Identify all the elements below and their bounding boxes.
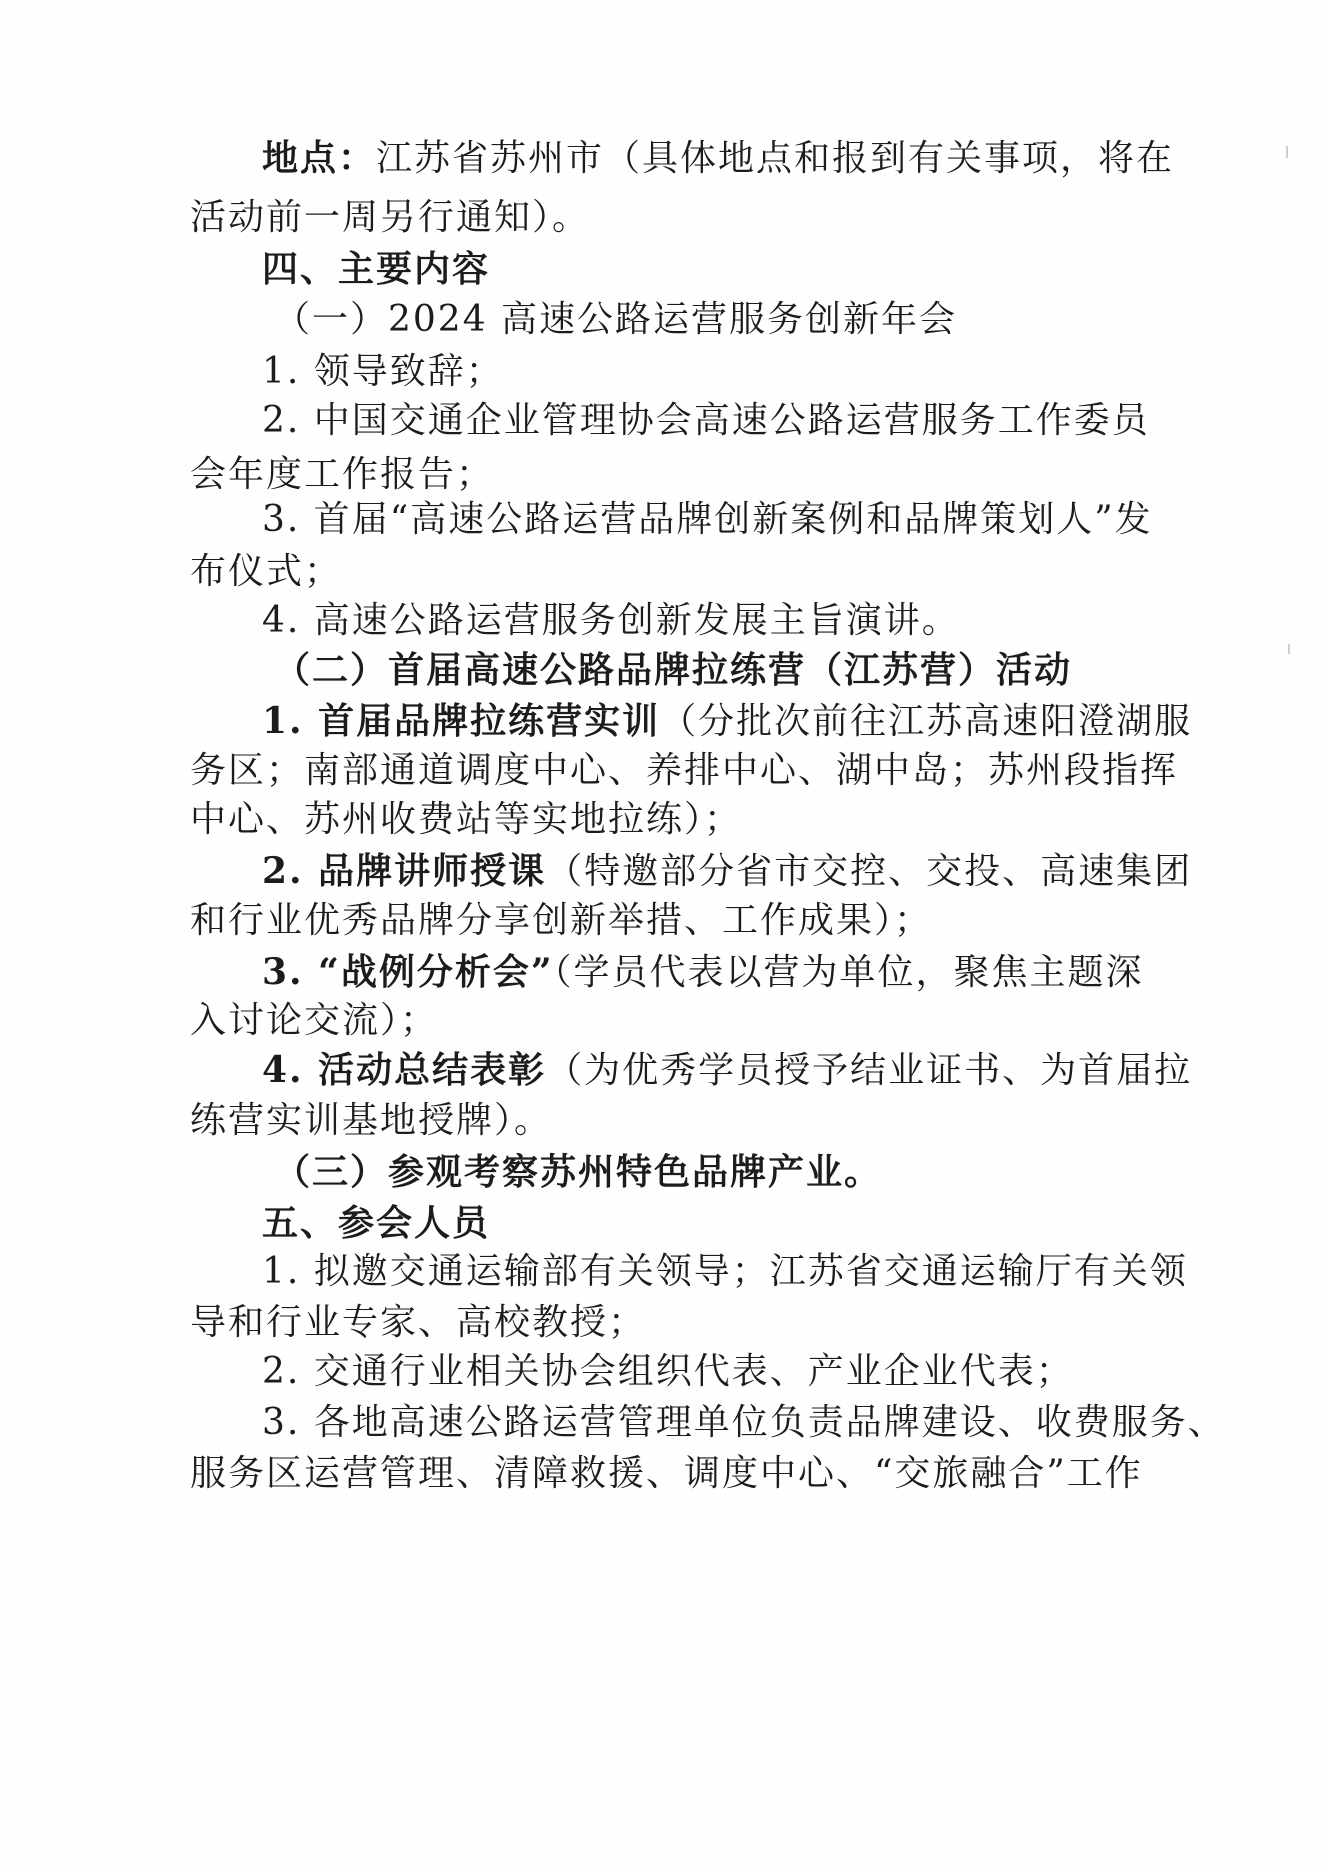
text-line — [274, 1150, 882, 1195]
text-line — [190, 798, 742, 842]
text-line — [190, 899, 932, 943]
text-segment: 练营实训基地授牌）。 — [190, 1100, 553, 1141]
text-line — [190, 1301, 646, 1345]
text-segment: 2. 中国交通企业管理协会高速公路运营服务工作委员 — [262, 400, 1150, 441]
text-segment: （为优秀学员授予结业证书、为首届拉 — [546, 1050, 1193, 1091]
text-line — [262, 1201, 490, 1246]
text-line — [262, 1350, 1074, 1394]
text-segment: 1. 领导致辞； — [262, 351, 504, 392]
text-segment: 和行业优秀品牌分享创新举措、工作成果）； — [190, 900, 933, 941]
text-line — [262, 498, 1153, 542]
bold-text-segment: 1. 首届品牌拉练营实训 — [262, 700, 661, 742]
text-line — [262, 1048, 1192, 1093]
text-line — [262, 699, 1192, 744]
bold-text-segment: 2. 品牌讲师授课 — [262, 850, 547, 892]
text-segment: 服务区运营管理、清障救援、调度中心、“交旅融合”工作 — [190, 1453, 1143, 1494]
scan-mark — [1286, 146, 1288, 158]
bold-text-segment: 四、主要内容 — [262, 248, 491, 290]
text-line — [262, 599, 960, 643]
text-line — [262, 247, 490, 292]
text-line — [262, 950, 1144, 995]
text-segment: 3. 各地高速公路运营管理单位负责品牌建设、收费服务、 — [262, 1402, 1226, 1443]
scan-mark — [1288, 644, 1290, 654]
bold-text-segment: 五、参会人员 — [262, 1202, 491, 1244]
text-line — [274, 648, 1072, 693]
bold-text-segment: 4. 活动总结表彰 — [262, 1049, 547, 1091]
text-line — [190, 550, 342, 594]
text-line — [190, 1452, 1143, 1496]
text-line — [262, 399, 1150, 443]
text-segment: （学员代表以营为单位，聚焦主题深 — [553, 952, 1144, 993]
text-segment: 中心、苏州收费站等实地拉练）； — [190, 799, 743, 840]
text-line — [262, 1250, 1188, 1294]
text-segment: 3. 首届“高速公路运营品牌创新案例和品牌策划人”发 — [262, 499, 1153, 540]
bold-text-segment: （二）首届高速公路品牌拉练营（江苏营）活动 — [274, 649, 1073, 691]
text-line — [262, 849, 1192, 894]
text-line — [274, 298, 957, 342]
bold-text-segment: （三）参观考察苏州特色品牌产业。 — [274, 1151, 883, 1193]
text-segment: 入讨论交流）； — [190, 1000, 439, 1041]
text-line — [262, 350, 504, 394]
text-segment: （一）2024 高速公路运营服务创新年会 — [274, 299, 958, 340]
text-segment: （分批次前往江苏高速阳澄湖服 — [660, 701, 1193, 742]
text-line — [190, 453, 494, 497]
text-line — [262, 136, 1174, 181]
text-segment: 4. 高速公路运营服务创新发展主旨演讲。 — [262, 600, 960, 641]
text-segment: 江苏省苏州市（具体地点和报到有关事项，将在 — [376, 138, 1175, 179]
text-line — [190, 749, 1178, 793]
text-segment: 活动前一周另行通知）。 — [190, 197, 591, 238]
text-segment: 2. 交通行业相关协会组织代表、产业企业代表； — [262, 1351, 1074, 1392]
text-segment: 会年度工作报告； — [190, 454, 495, 495]
text-segment: 导和行业专家、高校教授； — [190, 1302, 647, 1343]
text-line — [262, 1401, 1226, 1445]
text-line — [190, 999, 438, 1043]
text-segment: 1. 拟邀交通运输部有关领导；江苏省交通运输厅有关领 — [262, 1251, 1188, 1292]
text-segment: 务区；南部通道调度中心、养排中心、湖中岛；苏州段指挥 — [190, 750, 1179, 791]
text-segment: 布仪式； — [190, 551, 343, 592]
text-segment: （特邀部分省市交控、交投、高速集团 — [546, 851, 1193, 892]
text-line — [190, 1099, 552, 1143]
text-line — [190, 196, 590, 240]
bold-text-segment: 地点： — [262, 137, 377, 179]
bold-text-segment: 3. “战例分析会” — [262, 951, 554, 993]
